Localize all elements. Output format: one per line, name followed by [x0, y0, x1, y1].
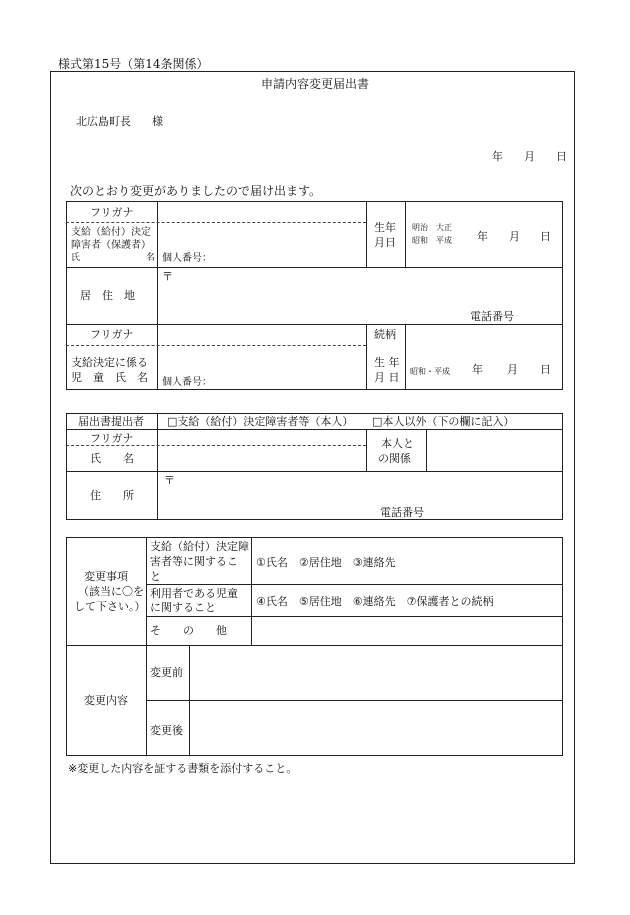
child-era-options: 昭和・平成 — [410, 367, 450, 376]
phone-label: 電話番号 — [470, 310, 514, 323]
row2-label-2: に関すること — [150, 601, 216, 614]
submitter-label: 届出書提出者 — [78, 415, 144, 428]
date-month: 月 — [524, 150, 535, 163]
row1-label-3: と — [150, 570, 161, 583]
footnote: ※変更した内容を証する書類を添付すること。 — [68, 762, 298, 775]
child-birth-month: 月 — [507, 363, 518, 376]
child-birth-year: 年 — [472, 363, 483, 376]
birth-year: 年 — [477, 230, 488, 243]
date-year: 年 — [492, 150, 503, 163]
personal-number-label: 個人番号： — [162, 253, 212, 264]
row2-label-1: 利用者である児童 — [150, 587, 238, 600]
era-options-2: 昭和 平成 — [412, 236, 452, 245]
honorific: 様 — [152, 115, 163, 128]
relationship-label-1: 本人と — [381, 437, 414, 450]
row1-label-2: 害者等に関するこ — [150, 555, 238, 568]
child-birth-label-2: 月 日 — [374, 371, 400, 384]
child-label-2: 児 童 氏 名 — [71, 371, 148, 384]
change-item-label-2: （該当に〇を — [78, 585, 144, 598]
relationship-label-2: の関係 — [378, 452, 411, 465]
submitter-address-label: 住 所 — [90, 489, 134, 502]
before-label: 変更前 — [150, 666, 183, 679]
address-label: 居 住 地 — [80, 289, 135, 302]
change-content-label: 変更内容 — [84, 694, 128, 707]
submitter-name-label: 氏 名 — [90, 452, 134, 465]
row1-label-1: 支給（給付）決定障 — [150, 540, 249, 553]
form-number: 様式第15号（第14条関係） — [58, 57, 209, 71]
child-furigana-label: フリガナ — [90, 328, 134, 341]
era-options-1: 明治 大正 — [412, 223, 452, 232]
birth-label-1: 生年 — [374, 221, 396, 234]
submitter-postal-mark: 〒 — [164, 474, 175, 487]
submitter-furigana-label: フリガナ — [90, 432, 134, 445]
birth-month: 月 — [509, 230, 520, 243]
addressee: 北広島町長 — [76, 115, 131, 128]
change-item-label-3: して下さい。） — [74, 600, 146, 613]
birth-day: 日 — [540, 230, 551, 243]
date-day: 日 — [556, 150, 567, 163]
row2-options[interactable]: ④氏名 ⑤居住地 ⑥連絡先 ⑦保護者との続柄 — [256, 595, 494, 608]
row1-options[interactable]: ①氏名 ②居住地 ③連絡先 — [256, 556, 396, 569]
recipient-label-1: 支給（給付）決定 — [71, 227, 151, 238]
child-personal-number-label: 個人番号： — [162, 377, 212, 388]
recipient-label-2: 障害者（保護者） — [71, 240, 151, 251]
intro-text: 次のとおり変更がありましたので届け出ます。 — [70, 184, 322, 198]
change-item-label-1: 変更事項 — [84, 570, 128, 583]
row3-other-label: そ の 他 — [150, 624, 227, 637]
furigana-label: フリガナ — [90, 206, 134, 219]
child-birth-label-1: 生 年 — [374, 356, 400, 369]
name-label-right: 名 — [146, 253, 156, 263]
relation-label: 続柄 — [374, 328, 396, 341]
birth-label-2: 月日 — [374, 236, 396, 249]
submitter-phone-label: 電話番号 — [380, 506, 424, 519]
submitter-option-self[interactable]: □支給（給付）決定障害者等（本人） — [167, 415, 354, 428]
postal-mark: 〒 — [162, 270, 173, 283]
submitter-option-other[interactable]: □本人以外（下の欄に記入） — [372, 415, 515, 428]
name-label-left: 氏 — [71, 253, 81, 263]
child-birth-day: 日 — [540, 363, 551, 376]
child-label-1: 支給決定に係る — [71, 356, 148, 369]
after-label: 変更後 — [150, 724, 183, 737]
form-title: 申請内容変更届出書 — [260, 77, 369, 91]
